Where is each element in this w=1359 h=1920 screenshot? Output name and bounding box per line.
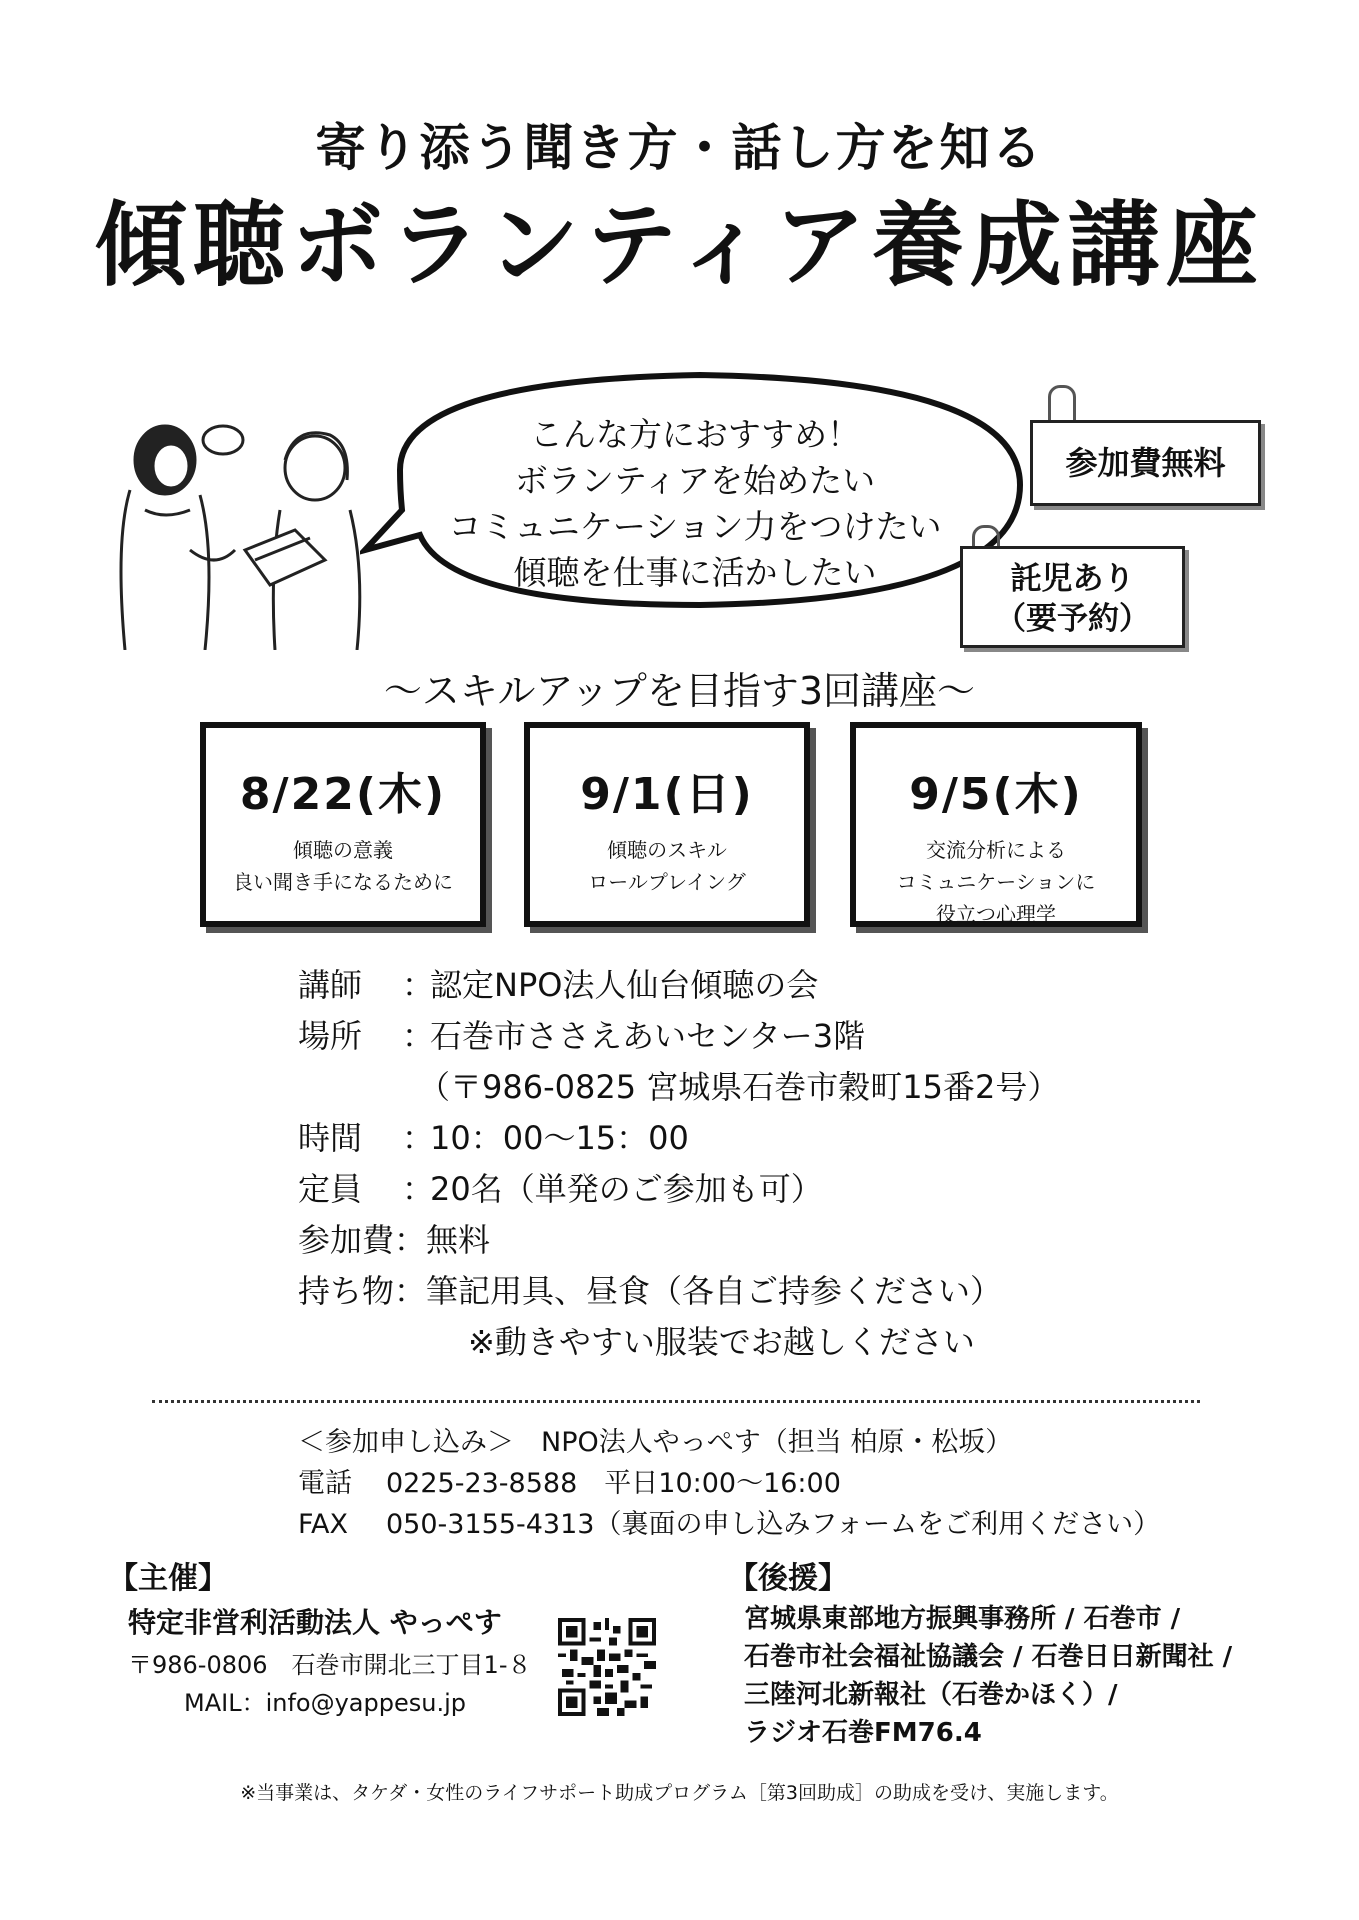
detail-value: 筆記用具、昼食（各自ご持参ください） [426,1272,1003,1310]
recommend-line: コミュニケーション力をつけたい [448,507,942,546]
support-list [728,1600,1232,1752]
detail-colon: ： [394,1221,427,1259]
tel-label: 電話 [298,1468,352,1499]
session-desc [530,834,804,898]
session-desc-line: 役立つ心理学 [936,902,1056,926]
recommend-line: こんな方におすすめ！ [529,415,861,454]
event-details [298,960,1059,1368]
fax-value: 050-3155-4313（裏面の申し込みフォームをご利用ください） [386,1509,1161,1540]
support-line: 石巻市社会福祉協議会 / 石巻日日新聞社 / [744,1642,1233,1672]
page-title: 傾聴ボランティア養成講座 [95,192,1264,299]
detail-note: ※動きやすい服装でお越しください [468,1323,975,1361]
organizer-address: 〒986-0806 石巻市開北三丁目1-８ [128,1651,532,1679]
detail-label: 講師 [298,966,363,1004]
tel-value: 0225-23-8588 平日10:00～16:00 [386,1468,841,1499]
detail-row-time [298,1113,1059,1164]
organizer-heading: 【主催】 [108,1561,228,1596]
session-desc-line: 交流分析による [926,838,1066,862]
application-info [298,1422,1160,1545]
support-line: 三陸河北新報社（石巻かほく）/ [744,1680,1118,1710]
session-date: 9/5(木) [909,769,1083,820]
organizer-name: 特定非営利活動法人 やっぺす [128,1606,502,1639]
recommend-line: ボランティアを始めたい [514,461,876,500]
childcare-line: （要予約） [995,601,1150,637]
detail-colon: ： [402,1017,435,1055]
series-title: ～スキルアップを目指す3回講座～ [383,669,976,713]
detail-label: 場所 [298,1017,363,1055]
session-desc-line: 傾聴のスキル [607,838,727,862]
detail-row-fee [298,1215,1059,1266]
detail-value: 20名（単発のご参加も可） [430,1170,823,1208]
organizer-mail: MAIL：info@yappesu.jp [184,1689,466,1717]
support-block [728,1560,1232,1752]
qr-code[interactable] [558,1618,656,1716]
session-card [850,722,1142,927]
detail-colon: ： [402,1170,435,1208]
session-desc [206,834,480,898]
fee-free-tag: 参加費無料 [1030,420,1261,506]
organizer-block [108,1560,531,1722]
session-desc-line: 傾聴の意義 [293,838,393,862]
detail-value: 認定NPO法人仙台傾聴の会 [430,966,819,1004]
support-line: 宮城県東部地方振興事務所 / 石巻市 / [744,1604,1181,1634]
page-subtitle: 寄り添う聞き方・話し方を知る [315,119,1044,177]
detail-label: 持ち物 [298,1272,395,1310]
detail-colon: ： [402,1119,435,1157]
recommend-list [430,412,960,596]
detail-label: 時間 [298,1119,363,1157]
footnote: ※当事業は、タケダ・女性のライフサポート助成プログラム［第3回助成］の助成を受け、実施します。 [240,1782,1119,1804]
session-desc-line: コミュニケーションに [896,870,1096,894]
support-heading: 【後援】 [728,1561,848,1596]
support-line: ラジオ石巻FM76.4 [744,1718,982,1748]
session-desc [856,834,1136,930]
detail-row-note [298,1317,1059,1368]
application-fax [298,1504,1160,1545]
recommend-line: 傾聴を仕事に活かしたい [513,553,877,592]
session-date: 9/1(日) [580,769,754,820]
childcare-line: 託児あり [1010,561,1135,597]
application-tel [298,1463,1160,1504]
detail-row-items [298,1266,1059,1317]
detail-value: 石巻市ささえあいセンター3階 [430,1017,866,1055]
detail-value: 10：00～15：00 [430,1119,689,1157]
fax-label: FAX [298,1509,349,1540]
session-desc-line: 良い聞き手になるために [233,870,453,894]
detail-colon: ： [402,966,435,1004]
detail-row-place [298,1011,1059,1062]
detail-row-instructor [298,960,1059,1011]
session-desc-line: ロールプレイング [588,870,746,894]
session-card [524,722,810,927]
detail-colon: ： [394,1272,427,1310]
detail-row-address [298,1062,1059,1113]
session-card [200,722,486,927]
divider [152,1400,1200,1403]
detail-value: （〒986-0825 宮城県石巻市穀町15番2号） [418,1068,1060,1106]
detail-label: 定員 [298,1170,363,1208]
childcare-tag [960,546,1185,648]
detail-value: 無料 [426,1221,491,1259]
application-heading: ＜参加申し込み＞ NPO法人やっぺす（担当 柏原・松坂） [298,1427,1013,1458]
detail-row-capacity [298,1164,1059,1215]
detail-label: 参加費 [298,1221,395,1259]
session-date: 8/22(木) [239,769,447,820]
